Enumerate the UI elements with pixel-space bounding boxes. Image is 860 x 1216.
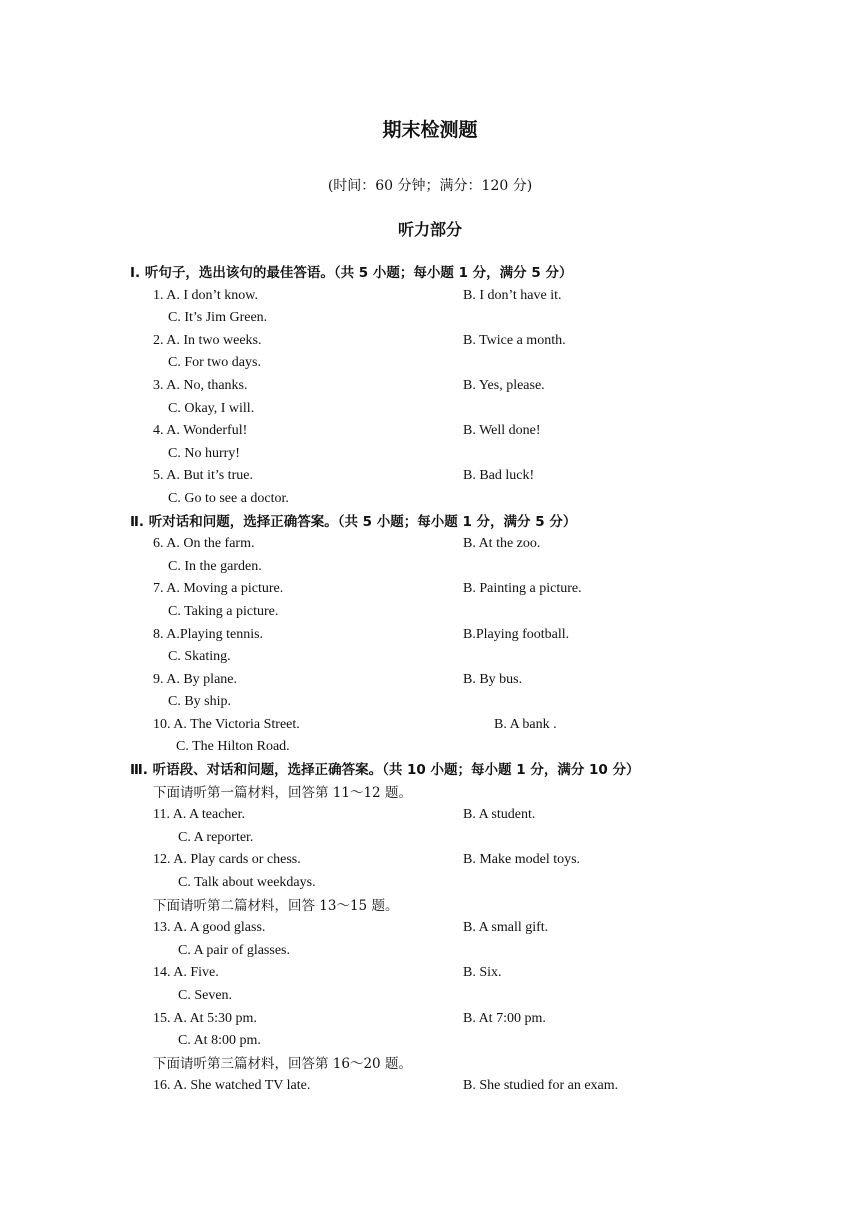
section-heading [0, 511, 860, 534]
option-c: C. Seven. [178, 988, 233, 1003]
question-row [0, 962, 860, 985]
option-a: 12. A. Play cards or chess. [153, 852, 301, 868]
question-row [0, 352, 860, 375]
option-a: 6. A. On the farm. [153, 536, 255, 552]
option-b: B. She studied for an exam. [463, 1078, 619, 1094]
option-a: 5. A. But it’s true. [153, 468, 253, 484]
question-row [0, 940, 860, 963]
option-c: C. In the garden. [168, 558, 262, 574]
question-row [0, 488, 860, 511]
question-row [0, 465, 860, 488]
question-row [0, 533, 860, 556]
question-row [0, 917, 860, 940]
page-title: 期末检测题 [382, 119, 478, 141]
option-a: 14. A. Five. [153, 965, 219, 981]
section-heading [0, 759, 860, 782]
exam-content [0, 262, 860, 1098]
option-a: 9. A. By plane. [153, 671, 237, 687]
option-b: B. At the zoo. [463, 536, 541, 552]
option-a: 7. A. Moving a picture. [153, 581, 284, 597]
note-text: 下面请听第三篇材料，回答第 16～20 题。 [153, 1055, 412, 1072]
question-row [0, 736, 860, 759]
question-row [0, 849, 860, 872]
option-a: 11. A. A teacher. [153, 807, 246, 823]
note-text: 下面请听第二篇材料，回答 13～15 题。 [153, 897, 399, 914]
option-a: 13. A. A good glass. [153, 920, 266, 936]
option-b: B.Playing football. [463, 626, 570, 642]
option-b: B. A student. [463, 807, 536, 823]
question-row [0, 669, 860, 692]
listening-note [0, 782, 860, 805]
option-a: 1. A. I don’t know. [153, 287, 258, 303]
option-c: C. A pair of glasses. [178, 942, 290, 958]
option-b: B. A bank . [494, 716, 557, 732]
question-row [0, 1075, 860, 1098]
option-a: 4. A. Wonderful! [153, 423, 248, 439]
listening-note [0, 1053, 860, 1076]
option-c: C. By ship. [168, 694, 232, 710]
question-row [0, 804, 860, 827]
question-row [0, 375, 860, 398]
exam-time-score: (时间：60 分钟；满分：120 分) [327, 178, 533, 194]
option-b: B. Make model toys. [463, 852, 581, 868]
option-c: C. Skating. [168, 649, 231, 665]
question-row [0, 646, 860, 669]
question-row [0, 691, 860, 714]
option-a: 2. A. In two weeks. [153, 332, 262, 348]
question-row [0, 307, 860, 330]
option-b: B. Six. [463, 965, 502, 981]
option-b: B. Twice a month. [463, 332, 566, 348]
option-c: C. A reporter. [178, 829, 254, 845]
option-c: C. No hurry! [168, 445, 240, 461]
question-row [0, 578, 860, 601]
option-b: B. A small gift. [463, 920, 549, 936]
option-b: B. By bus. [463, 671, 523, 687]
question-row [0, 420, 860, 443]
question-row [0, 556, 860, 579]
question-row [0, 714, 860, 737]
option-c: C. Taking a picture. [168, 603, 279, 619]
option-c: C. At 8:00 pm. [178, 1033, 261, 1049]
note-text: 下面请听第一篇材料，回答第 11～12 题。 [153, 784, 412, 801]
option-c: C. Talk about weekdays. [178, 875, 316, 891]
option-c: C. It’s Jim Green. [168, 310, 268, 326]
option-b: B. Painting a picture. [463, 581, 582, 597]
listening-note [0, 895, 860, 918]
question-row [0, 827, 860, 850]
section-heading [0, 262, 860, 285]
question-row [0, 443, 860, 466]
section-3-heading: Ⅲ. 听语段、对话和问题，选择正确答案。（共 10 小题；每小题 1 分，满分 10 分） [130, 762, 640, 779]
question-row [0, 985, 860, 1008]
question-row [0, 624, 860, 647]
question-row [0, 1030, 860, 1053]
option-a: 8. A.Playing tennis. [153, 626, 264, 642]
option-a: 15. A. At 5:30 pm. [153, 1010, 257, 1026]
question-row [0, 872, 860, 895]
option-c: C. Go to see a doctor. [168, 490, 289, 506]
part-title: 听力部分 [397, 220, 462, 239]
question-row [0, 330, 860, 353]
option-a: 16. A. She watched TV late. [153, 1078, 311, 1094]
section-1-heading: Ⅰ. 听句子，选出该句的最佳答语。（共 5 小题；每小题 1 分，满分 5 分） [130, 265, 573, 281]
question-row [0, 601, 860, 624]
section-2-heading: Ⅱ. 听对话和问题，选择正确答案。（共 5 小题；每小题 1 分，满分 5 分） [130, 513, 577, 530]
option-c: C. The Hilton Road. [176, 739, 290, 755]
option-a: 3. A. No, thanks. [153, 377, 248, 393]
option-b: B. Well done! [463, 423, 541, 439]
option-c: C. For two days. [168, 355, 261, 371]
option-b: B. At 7:00 pm. [463, 1010, 546, 1026]
question-row [0, 1008, 860, 1031]
question-row [0, 285, 860, 308]
option-c: C. Okay, I will. [168, 400, 255, 416]
option-a: 10. A. The Victoria Street. [153, 716, 300, 732]
question-row [0, 398, 860, 421]
option-b: B. Yes, please. [463, 377, 545, 393]
option-b: B. I don’t have it. [463, 287, 562, 303]
option-b: B. Bad luck! [463, 468, 535, 484]
